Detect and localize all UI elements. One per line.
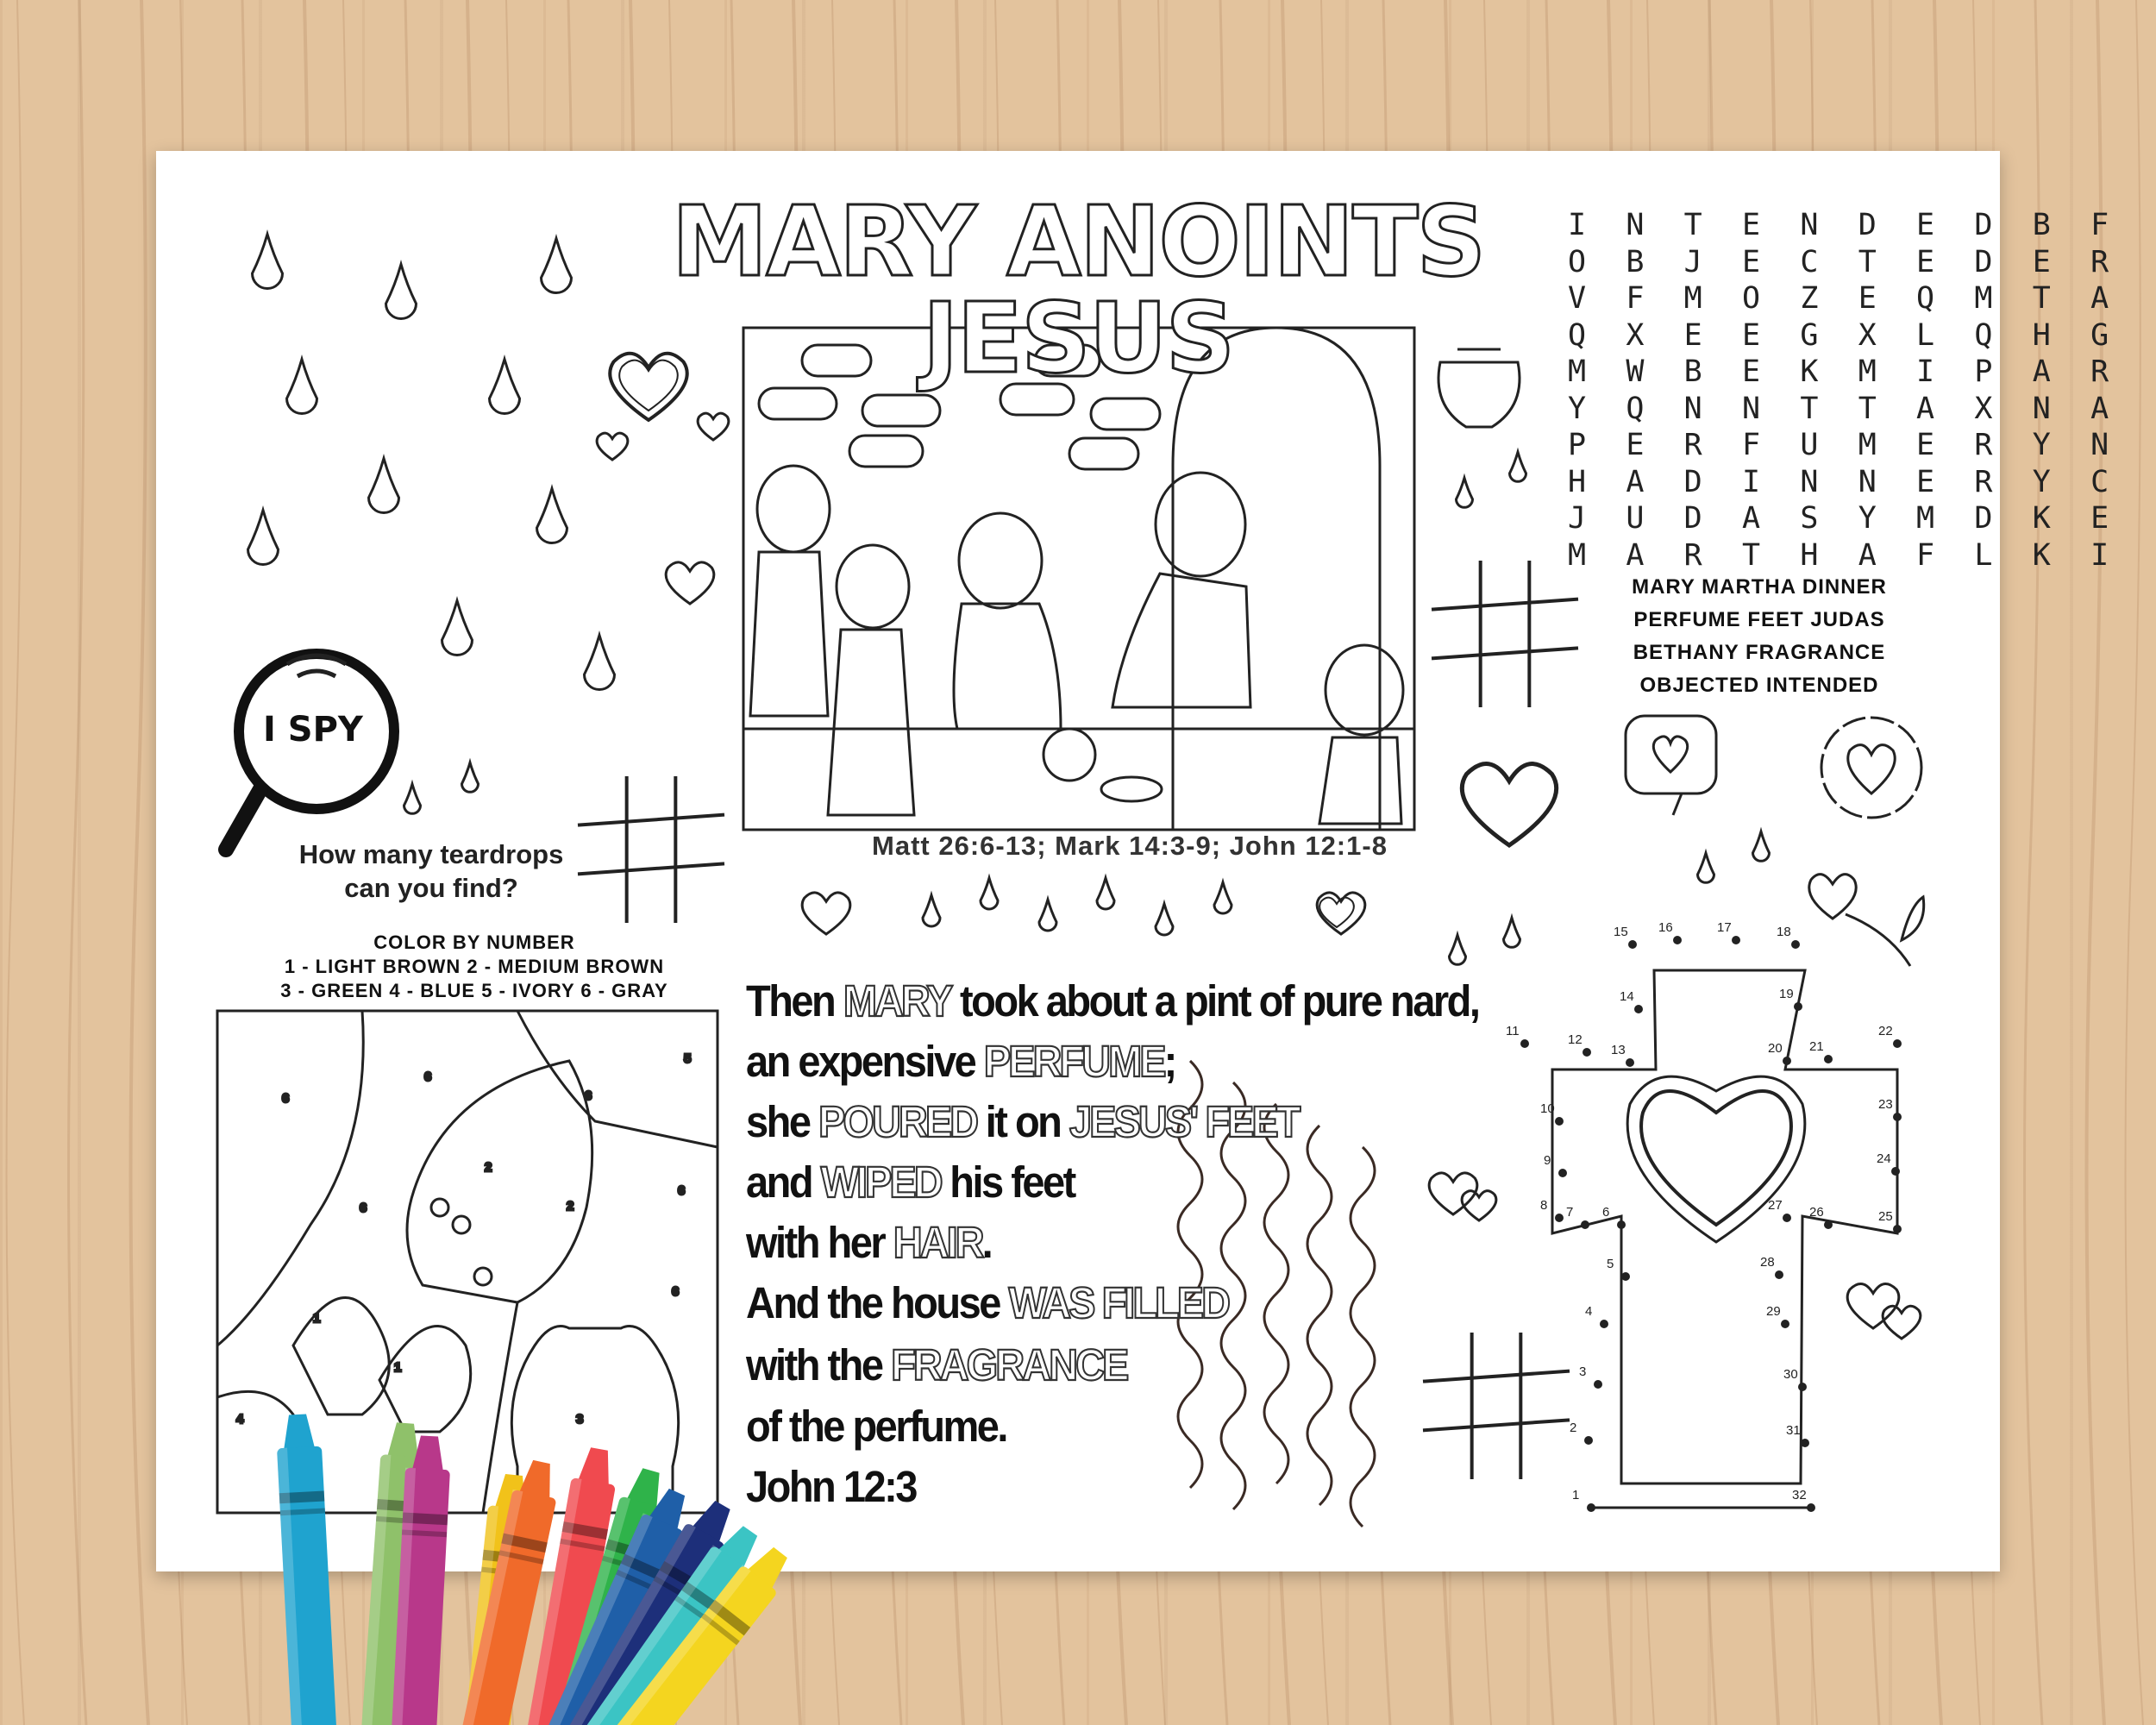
speech-bubble-heart-icon <box>1626 716 1716 815</box>
heart-icon <box>1883 1306 1921 1339</box>
dot <box>1783 1057 1791 1065</box>
color-key-line2: 3 - GREEN 4 - BLUE 5 - IVORY 6 - GRAY <box>280 980 668 1001</box>
word-search-row[interactable]: I N T E N D E D B F <box>1568 208 2120 242</box>
verse-line <box>746 1036 1175 1086</box>
region-number: 1 <box>313 1311 321 1326</box>
color-by-number-heading: COLOR BY NUMBER <box>373 932 575 953</box>
flower-heart-icon <box>1821 718 1921 818</box>
region-number: 6 <box>672 1284 680 1299</box>
region-number: 6 <box>585 1088 592 1103</box>
teardrop <box>542 239 572 293</box>
verse-line: of the perfume. <box>746 1401 1006 1451</box>
verse-text: And the house <box>746 1277 1009 1327</box>
dot-number: 11 <box>1506 1024 1520 1038</box>
swirl-line <box>1264 1104 1288 1484</box>
dot <box>1775 1270 1783 1279</box>
region-number: 6 <box>360 1201 367 1215</box>
crayon-tip <box>412 1435 445 1471</box>
verse-text: an expensive <box>746 1036 984 1086</box>
teardrop <box>248 511 279 565</box>
dot <box>1824 1220 1833 1229</box>
verse-text: it on <box>976 1096 1069 1146</box>
teardrop <box>386 265 417 319</box>
dot-number: 25 <box>1878 1209 1893 1224</box>
region-number: 4 <box>236 1412 244 1427</box>
dot-number: 3 <box>1579 1364 1587 1379</box>
dot <box>1801 1439 1809 1447</box>
dot-number: 32 <box>1792 1488 1807 1502</box>
i-spy-question-line2: can you find? <box>344 873 518 903</box>
region-number: 5 <box>684 1051 692 1066</box>
dot-number: 31 <box>1786 1423 1801 1438</box>
teardrop <box>1698 853 1714 882</box>
teardrop <box>1510 452 1526 481</box>
heart-icon <box>1462 1191 1496 1220</box>
teardrop <box>923 895 940 926</box>
dot <box>1617 1220 1626 1229</box>
word-search-row[interactable]: M A R T H A F L K I <box>1568 537 2120 573</box>
verse-line <box>746 1277 1229 1327</box>
dot-number: 23 <box>1878 1097 1893 1112</box>
heart-icon <box>1429 1173 1477 1214</box>
teardrop <box>1450 935 1466 964</box>
scene-illustration[interactable] <box>743 328 1414 830</box>
dot-number: 13 <box>1611 1043 1626 1057</box>
teardrop <box>1457 478 1473 507</box>
region-number: 6 <box>424 1070 432 1084</box>
crayon <box>275 1414 340 1725</box>
swirl-line <box>1307 1126 1332 1505</box>
dot-number: 27 <box>1768 1198 1783 1213</box>
dot <box>1600 1320 1608 1328</box>
dot <box>1794 1002 1802 1011</box>
dot <box>1628 940 1637 949</box>
dot-number: 28 <box>1760 1255 1775 1270</box>
teardrop <box>253 235 283 289</box>
verse-line <box>746 1217 992 1267</box>
region-number: 1 <box>394 1360 402 1375</box>
dot-number: 30 <box>1783 1367 1798 1382</box>
verse-line <box>746 1157 1075 1207</box>
scripture-reference: Matt 26:6-13; Mark 14:3-9; John 12:1-8 <box>872 831 1388 861</box>
verse-line <box>746 1096 1299 1146</box>
dot-number: 5 <box>1607 1257 1614 1271</box>
dot <box>1781 1320 1789 1328</box>
dot <box>1893 1113 1902 1121</box>
dot <box>1581 1220 1589 1229</box>
word-search-row[interactable]: Q X E E G X L Q H G <box>1568 317 2120 353</box>
region-number: 2 <box>485 1160 492 1175</box>
dot-number: 18 <box>1777 925 1791 939</box>
teardrop <box>1039 900 1056 931</box>
dot <box>1893 1225 1902 1233</box>
dot-number: 19 <box>1779 987 1794 1001</box>
teardrop <box>442 601 473 656</box>
dot <box>1891 1167 1900 1176</box>
dot-to-dot-cross[interactable] <box>1552 970 1897 1508</box>
dot <box>1520 1039 1529 1048</box>
verse-highlight-word: PERFUME <box>983 1036 1164 1086</box>
heart-icon <box>1319 898 1354 927</box>
dot <box>1587 1503 1595 1512</box>
dot-number: 29 <box>1766 1304 1781 1319</box>
i-spy-question-line1: How many teardrops <box>298 839 564 869</box>
teardrop <box>585 636 615 690</box>
verse-highlight-word: WAS FILLED <box>1008 1277 1229 1327</box>
heart-icon <box>698 413 729 440</box>
teardrop <box>537 489 567 543</box>
dot-number: 24 <box>1877 1151 1891 1166</box>
verse-highlight-word: POURED <box>818 1096 977 1146</box>
verse-highlight-word: FRAGRANCE <box>891 1339 1127 1389</box>
heart-flower-stem-icon <box>1809 875 1924 966</box>
dot-number: 17 <box>1717 920 1732 935</box>
dot <box>1893 1039 1902 1048</box>
crayon-tip <box>387 1422 421 1458</box>
verse-text: she <box>746 1096 819 1146</box>
region-number: 2 <box>567 1199 574 1214</box>
verse-reference: John 12:3 <box>746 1461 916 1511</box>
verse-text: ; <box>1163 1036 1175 1086</box>
tic-tac-toe-line <box>578 815 724 825</box>
dot <box>1558 1169 1567 1177</box>
tic-tac-toe-line <box>1423 1371 1570 1382</box>
crayons-bundle <box>275 1414 798 1725</box>
word-search-row[interactable]: M W B E K M I P A R <box>1568 354 2120 389</box>
region-number: 6 <box>678 1183 686 1198</box>
word-search-row[interactable]: V F M O Z E Q M T A <box>1568 281 2120 316</box>
dot-number: 16 <box>1658 920 1673 935</box>
dot-number: 1 <box>1572 1488 1580 1502</box>
dot <box>1732 936 1740 944</box>
i-spy-magnifier-icon <box>226 654 394 850</box>
verse-text: with the <box>746 1339 892 1389</box>
word-list-line: MARY MARTHA DINNER <box>1632 575 1887 599</box>
heart-icon <box>802 893 850 934</box>
verse-highlight-word: WIPED <box>820 1157 941 1207</box>
dot-number: 22 <box>1878 1024 1893 1038</box>
verse-highlight-word: MARY <box>843 975 951 1026</box>
dot <box>1555 1214 1564 1222</box>
teardrop <box>1156 904 1173 935</box>
dot <box>1798 1383 1807 1391</box>
dot-number: 8 <box>1540 1198 1548 1213</box>
heart-icon <box>666 562 714 604</box>
teardrop <box>490 360 520 414</box>
teardrop <box>462 762 479 792</box>
swirl-line <box>1351 1147 1375 1527</box>
dot-number: 21 <box>1809 1039 1824 1054</box>
word-list-line: PERFUME FEET JUDAS <box>1633 608 1885 631</box>
verse-text: with her <box>746 1217 893 1267</box>
dot-number: 12 <box>1568 1032 1583 1047</box>
teardrop <box>1504 918 1520 947</box>
dot <box>1634 1005 1643 1013</box>
dot <box>1626 1058 1634 1067</box>
verse-text: Then <box>746 975 843 1026</box>
dot <box>1621 1272 1630 1281</box>
verse-line <box>746 975 1479 1026</box>
region-number: 3 <box>576 1412 584 1427</box>
dot-number: 20 <box>1768 1041 1783 1056</box>
i-spy-badge: I SPY <box>263 710 363 750</box>
tic-tac-toe-line <box>1432 599 1578 610</box>
dot-number: 6 <box>1602 1205 1610 1220</box>
verse-line <box>746 1339 1127 1389</box>
teardrop <box>404 784 421 813</box>
dot <box>1824 1055 1833 1063</box>
color-key-line1: 1 - LIGHT BROWN 2 - MEDIUM BROWN <box>284 956 665 977</box>
verse-highlight-word: HAIR <box>893 1217 982 1267</box>
teardrop <box>1214 882 1232 913</box>
dot <box>1791 940 1800 949</box>
dot-number: 15 <box>1614 925 1628 939</box>
heart-icon <box>597 433 628 460</box>
dot <box>1594 1380 1602 1389</box>
word-search-row[interactable]: H A D I N N E R Y C <box>1568 464 2120 499</box>
crayon-tip <box>282 1414 315 1450</box>
dot-number: 14 <box>1620 989 1634 1004</box>
tic-tac-toe-line <box>1423 1420 1570 1430</box>
word-search-row[interactable]: O B J E C T E D E R <box>1568 244 2120 279</box>
verse-text: and <box>746 1157 821 1207</box>
teardrop <box>287 360 317 414</box>
dot-number: 4 <box>1585 1304 1593 1319</box>
verse-text: his feet <box>940 1157 1075 1207</box>
teardrop <box>981 878 998 909</box>
word-list-line: OBJECTED INTENDED <box>1639 674 1879 697</box>
dot-number: 26 <box>1809 1205 1824 1220</box>
dot <box>1807 1503 1815 1512</box>
dot-number: 9 <box>1544 1153 1551 1168</box>
dot <box>1583 1048 1591 1057</box>
dot-number: 2 <box>1570 1421 1577 1435</box>
verse-text: . <box>981 1217 992 1267</box>
dot <box>1783 1214 1791 1222</box>
verse-text: took about a pint of pure nard, <box>950 975 1479 1026</box>
verse-highlight-word: JESUS' FEET <box>1069 1096 1299 1146</box>
dot-number: 7 <box>1566 1205 1574 1220</box>
word-search-row[interactable]: J U D A S Y M D K E <box>1568 501 2120 536</box>
teardrop <box>369 459 399 513</box>
page-title: MARY ANOINTS JESUS <box>671 186 1485 395</box>
tic-tac-toe-line <box>1432 648 1578 658</box>
region-number: 6 <box>282 1091 290 1106</box>
word-search-grid[interactable] <box>1568 207 2120 574</box>
teardrop <box>1097 878 1114 909</box>
teardrop <box>1753 831 1770 861</box>
word-list-line: BETHANY FRAGRANCE <box>1633 641 1886 664</box>
word-search-row[interactable]: P E R F U M E R Y N <box>1568 428 2120 462</box>
word-search-row[interactable]: Y Q N N T T A X N A <box>1568 391 2120 426</box>
dot <box>1673 936 1682 944</box>
dot <box>1584 1436 1593 1445</box>
dot-number: 10 <box>1540 1101 1555 1116</box>
dot <box>1555 1117 1564 1126</box>
